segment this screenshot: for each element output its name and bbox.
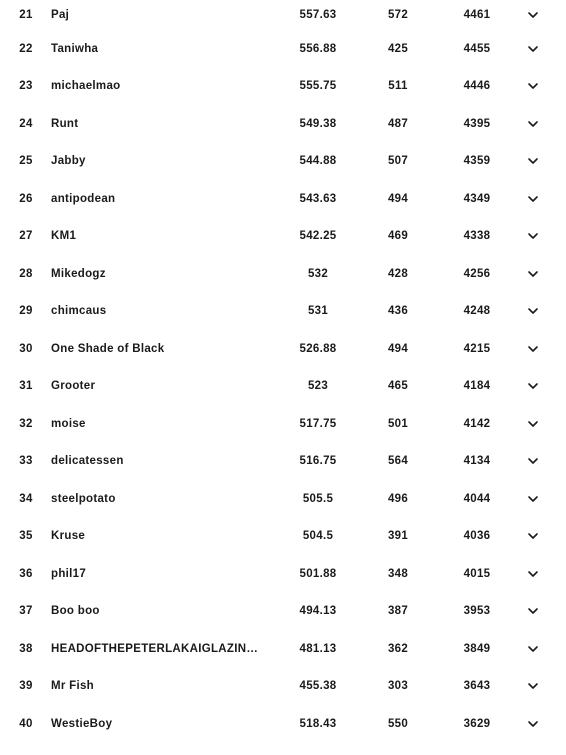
score-cell: 494.13 [299, 605, 337, 618]
table-row[interactable] [0, 0, 566, 30]
score-cell: 505.5 [302, 492, 334, 505]
points-cell: 4142 [463, 417, 491, 430]
rank-cell: 27 [19, 230, 33, 243]
games-cell: 487 [387, 117, 409, 130]
rank-cell: 31 [19, 380, 33, 393]
player-name-cell: Runt [51, 117, 79, 130]
chevron-down-icon[interactable] [524, 302, 542, 320]
score-cell: 481.13 [299, 642, 337, 655]
score-cell: 504.5 [302, 530, 334, 543]
points-cell: 3629 [463, 717, 491, 730]
chevron-down-icon[interactable] [524, 40, 542, 58]
points-cell: 4461 [463, 9, 491, 21]
player-name-cell: phil17 [51, 567, 87, 580]
points-cell: 4349 [463, 192, 491, 205]
games-cell: 550 [387, 717, 409, 730]
table-row[interactable] [0, 293, 566, 331]
table-row[interactable] [0, 218, 566, 256]
chevron-down-icon[interactable] [524, 6, 542, 24]
rank-cell: 24 [19, 117, 33, 130]
points-cell: 4215 [463, 342, 491, 355]
score-cell: 501.88 [299, 567, 337, 580]
chevron-down-icon[interactable] [524, 265, 542, 283]
rank-cell: 33 [19, 455, 33, 468]
score-cell: 555.75 [299, 80, 337, 93]
chevron-down-icon[interactable] [524, 602, 542, 620]
rank-cell: 25 [19, 155, 33, 168]
table-row[interactable] [0, 480, 566, 518]
rank-cell: 28 [19, 267, 33, 280]
chevron-down-icon[interactable] [524, 77, 542, 95]
points-cell: 4184 [463, 380, 491, 393]
score-cell: 516.75 [299, 455, 337, 468]
games-cell: 564 [387, 455, 409, 468]
chevron-down-icon[interactable] [524, 340, 542, 358]
score-cell: 543.63 [299, 192, 337, 205]
points-cell: 4134 [463, 455, 491, 468]
table-row[interactable] [0, 518, 566, 556]
chevron-down-icon[interactable] [524, 715, 542, 733]
games-cell: 425 [387, 42, 409, 55]
points-cell: 4015 [463, 567, 491, 580]
table-row[interactable] [0, 68, 566, 106]
points-cell: 3849 [463, 642, 491, 655]
score-cell: 518.43 [299, 717, 337, 730]
score-cell: 542.25 [299, 230, 337, 243]
points-cell: 4256 [463, 267, 491, 280]
table-row[interactable] [0, 593, 566, 631]
games-cell: 303 [387, 680, 409, 693]
player-name-cell: HEADOFTHEPETERLAKAIGLAZING... [51, 642, 266, 655]
rank-cell: 22 [19, 42, 33, 55]
player-name-cell: KM1 [51, 230, 77, 243]
chevron-down-icon[interactable] [524, 640, 542, 658]
score-cell: 549.38 [299, 117, 337, 130]
player-name-cell: WestieBoy [51, 717, 113, 730]
points-cell: 3643 [463, 680, 491, 693]
rank-cell: 36 [19, 567, 33, 580]
points-cell: 4044 [463, 492, 491, 505]
score-cell: 544.88 [299, 155, 337, 168]
player-name-cell: Mr Fish [51, 680, 94, 693]
chevron-down-icon[interactable] [524, 152, 542, 170]
table-row[interactable] [0, 555, 566, 593]
games-cell: 391 [387, 530, 409, 543]
rank-cell: 32 [19, 417, 33, 430]
points-cell: 3953 [463, 605, 491, 618]
points-cell: 4446 [463, 80, 491, 93]
chevron-down-icon[interactable] [524, 190, 542, 208]
games-cell: 507 [387, 155, 409, 168]
table-row[interactable] [0, 405, 566, 443]
rank-cell: 40 [19, 717, 33, 730]
table-row[interactable] [0, 368, 566, 406]
score-cell: 523 [307, 380, 329, 393]
player-name-cell: Mikedogz [51, 267, 106, 280]
score-cell: 557.63 [299, 9, 337, 21]
games-cell: 428 [387, 267, 409, 280]
player-name-cell: One Shade of Black [51, 342, 165, 355]
rank-cell: 38 [19, 642, 33, 655]
points-cell: 4455 [463, 42, 491, 55]
player-name-cell: chimcaus [51, 305, 107, 318]
player-name-cell: antipodean [51, 192, 116, 205]
rank-cell: 35 [19, 530, 33, 543]
games-cell: 387 [387, 605, 409, 618]
rank-cell: 39 [19, 680, 33, 693]
player-name-cell: Kruse [51, 530, 86, 543]
chevron-down-icon[interactable] [524, 227, 542, 245]
player-name-cell: Paj [51, 9, 70, 21]
games-cell: 362 [387, 642, 409, 655]
rank-cell: 37 [19, 605, 33, 618]
points-cell: 4248 [463, 305, 491, 318]
player-name-cell: delicatessen [51, 455, 124, 468]
player-name-cell: Grooter [51, 380, 96, 393]
points-cell: 4395 [463, 117, 491, 130]
table-row[interactable] [0, 705, 566, 743]
chevron-down-icon[interactable] [524, 115, 542, 133]
games-cell: 496 [387, 492, 409, 505]
games-cell: 465 [387, 380, 409, 393]
rank-cell: 26 [19, 192, 33, 205]
table-row[interactable] [0, 330, 566, 368]
points-cell: 4036 [463, 530, 491, 543]
table-row[interactable] [0, 30, 566, 68]
score-cell: 526.88 [299, 342, 337, 355]
score-cell: 532 [307, 267, 329, 280]
table-row[interactable] [0, 105, 566, 143]
player-name-cell: Jabby [51, 155, 86, 168]
chevron-down-icon[interactable] [524, 677, 542, 695]
games-cell: 469 [387, 230, 409, 243]
table-row[interactable] [0, 443, 566, 481]
points-cell: 4359 [463, 155, 491, 168]
chevron-down-icon[interactable] [524, 452, 542, 470]
games-cell: 494 [387, 192, 409, 205]
chevron-down-icon[interactable] [524, 565, 542, 583]
games-cell: 436 [387, 305, 409, 318]
rank-cell: 21 [19, 9, 33, 21]
games-cell: 572 [387, 9, 409, 21]
player-name-cell: Boo boo [51, 605, 100, 618]
rank-cell: 30 [19, 342, 33, 355]
table-row[interactable] [0, 255, 566, 293]
player-name-cell: michaelmao [51, 80, 121, 93]
chevron-down-icon[interactable] [524, 377, 542, 395]
rank-cell: 34 [19, 492, 33, 505]
rank-cell: 23 [19, 80, 33, 93]
games-cell: 348 [387, 567, 409, 580]
score-cell: 455.38 [299, 680, 337, 693]
score-cell: 556.88 [299, 42, 337, 55]
games-cell: 501 [387, 417, 409, 430]
chevron-down-icon[interactable] [524, 415, 542, 433]
player-name-cell: Taniwha [51, 42, 99, 55]
chevron-down-icon[interactable] [524, 490, 542, 508]
table-row[interactable] [0, 180, 566, 218]
table-row[interactable] [0, 668, 566, 706]
score-cell: 531 [307, 305, 329, 318]
games-cell: 494 [387, 342, 409, 355]
player-name-cell: steelpotato [51, 492, 116, 505]
chevron-down-icon[interactable] [524, 527, 542, 545]
table-row[interactable] [0, 630, 566, 668]
rank-cell: 29 [19, 305, 33, 318]
table-row[interactable] [0, 143, 566, 181]
points-cell: 4338 [463, 230, 491, 243]
player-name-cell: moise [51, 417, 86, 430]
score-cell: 517.75 [299, 417, 337, 430]
games-cell: 511 [388, 80, 408, 93]
